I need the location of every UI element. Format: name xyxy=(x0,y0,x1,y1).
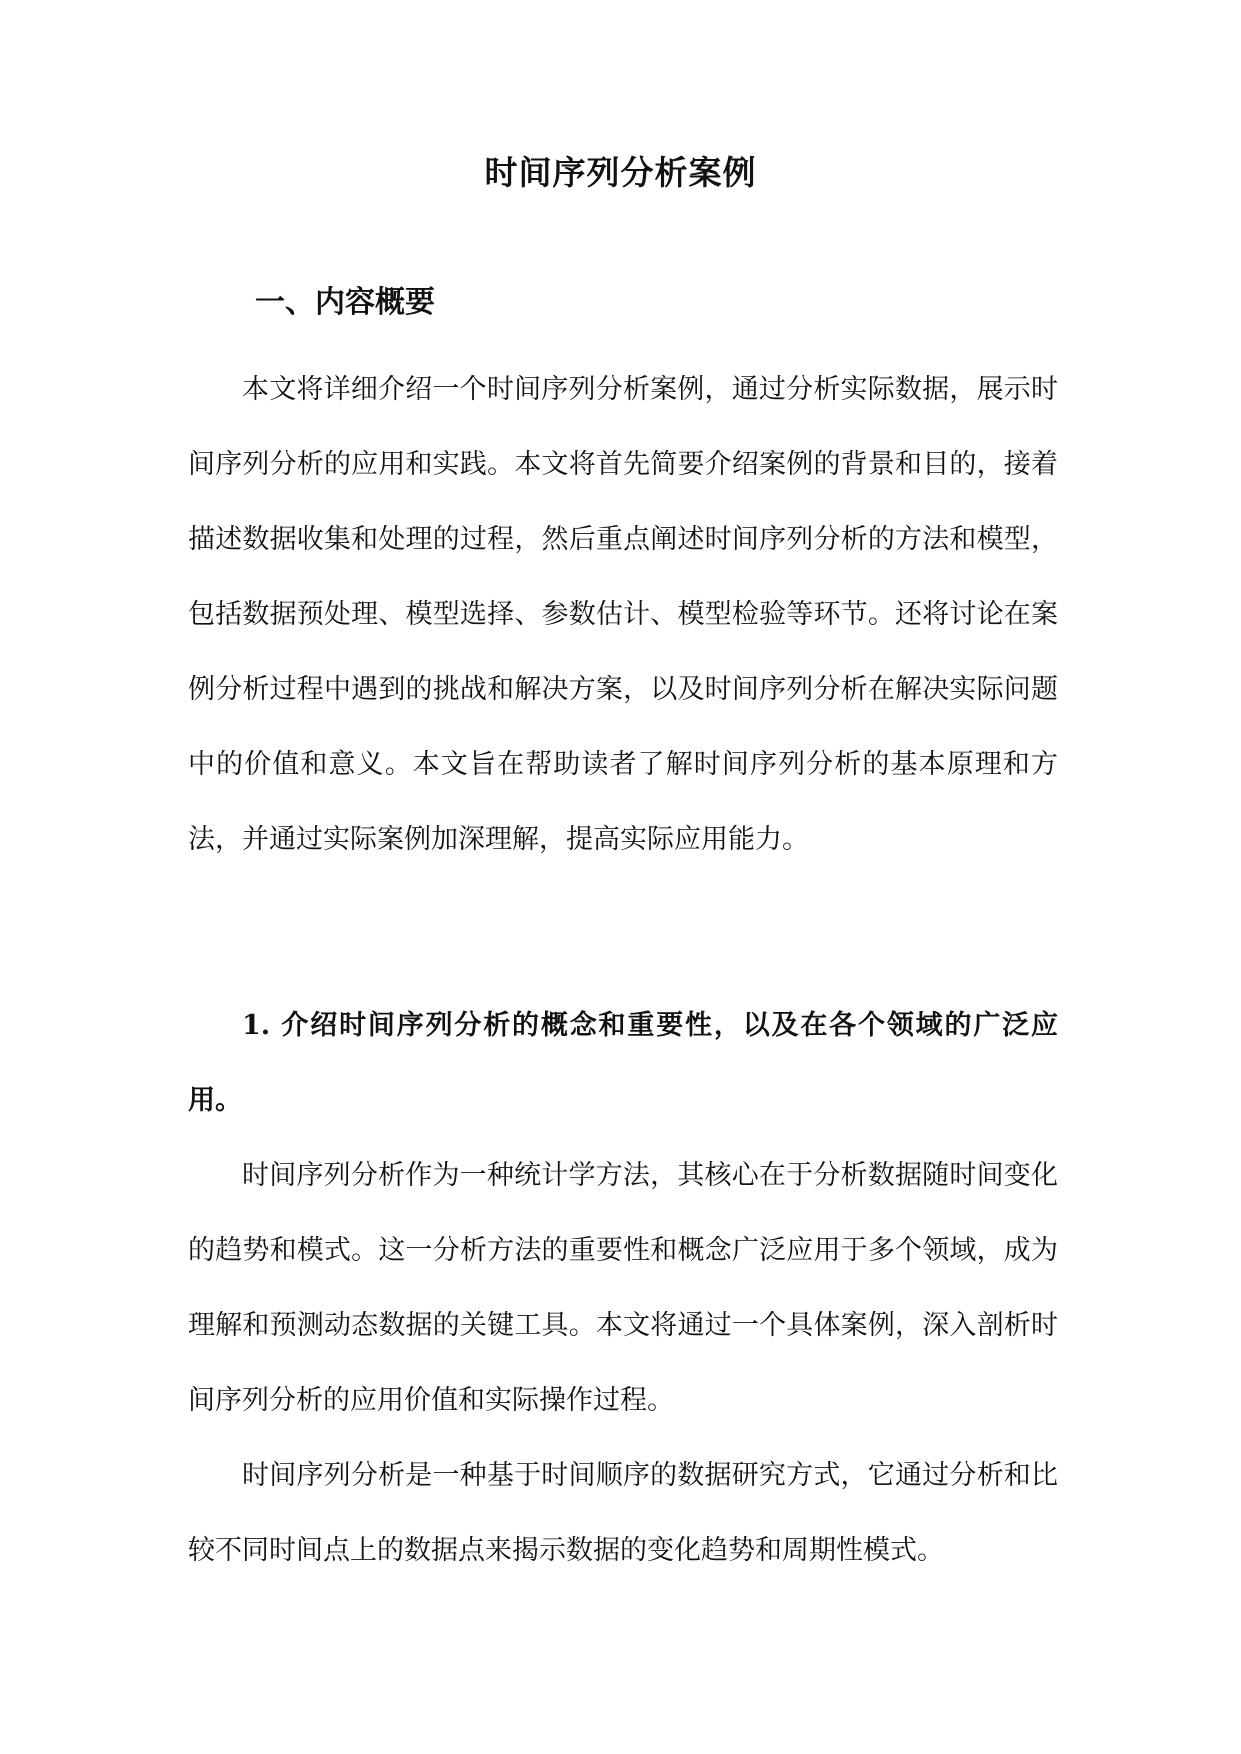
subheading-concept-importance: 1. 介绍时间序列分析的概念和重要性，以及在各个领域的广泛应用。 xyxy=(188,1010,1058,1116)
section-heading-summary: 一、内容概要 xyxy=(255,285,435,320)
definition-paragraph: 时间序列分析是一种基于时间顺序的数据研究方式，它通过分析和比较不同时间点上的数据点来揭示数据的变化趋势和周期性模式。 xyxy=(188,1460,1058,1566)
concept-paragraph: 时间序列分析作为一种统计学方法，其核心在于分析数据随时间变化的趋势和模式。这一分析方法的重要性和概念广泛应用于多个领域，成为理解和预测动态数据的关键工具。本文将通过一个具体案例，深入剖析时间序列分析的应用价值和实际操作过程。 xyxy=(188,1160,1058,1416)
summary-paragraph: 本文将详细介绍一个时间序列分析案例，通过分析实际数据，展示时间序列分析的应用和实践。本文将首先简要介绍案例的背景和目的，接着描述数据收集和处理的过程，然后重点阐述时间序列分析的方法和模型，包括数据预处理、模型选择、参数估计、模型检验等环节。还将讨论在案例分析过程中遇到的挑战和解决方案，以及时间序列分析在解决实际问题中的价值和意义。本文旨在帮助读者了解时间序列分析的基本原理和方法，并通过实际案例加深理解，提高实际应用能力。 xyxy=(188,374,1058,855)
document-title: 时间序列分析案例 xyxy=(484,153,757,192)
